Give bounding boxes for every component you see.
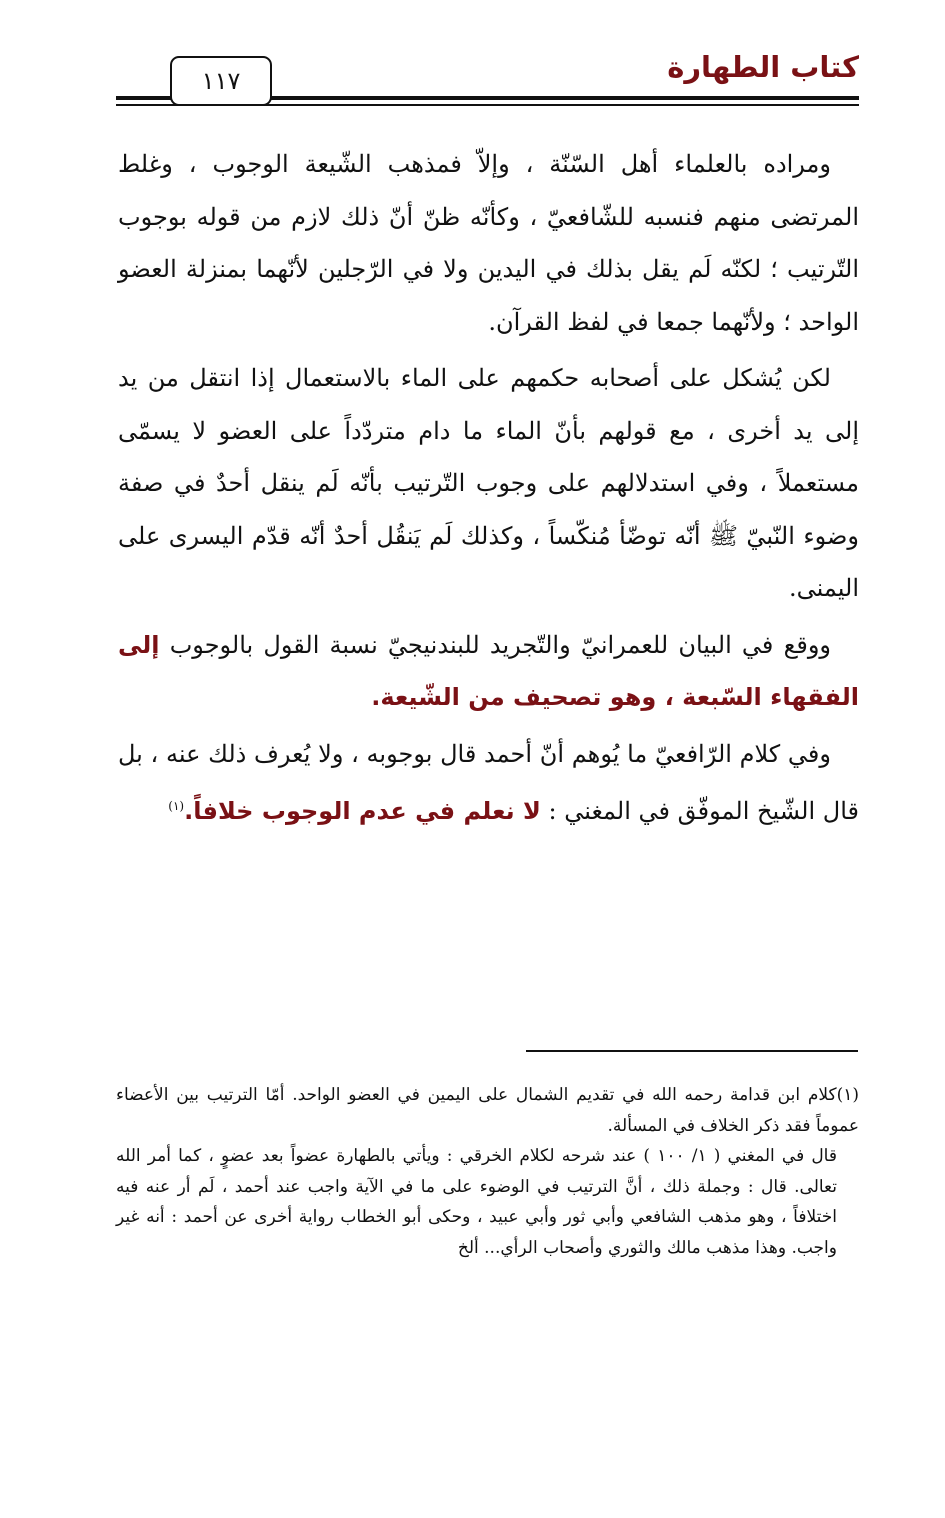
paragraph-4 [118,728,859,838]
footnote-reference: (١) [168,799,185,813]
paragraph-2 [118,352,859,615]
footnote-1: (١)كلام ابن قدامة رحمه الله في تقديم الشمال على اليمين في العضو الواحد. أمّا الترتيب بين الأعضاء عموماً فقد ذكر الخلاف في المسألة. [116,1085,859,1136]
page-number-box [170,56,272,106]
paragraph-1 [118,138,859,348]
paragraph-3-text: ووقع في البيان للعمرانيّ والتّجريد للبندنيجيّ نسبة القول بالوجوب [159,630,831,659]
footnote-1-continued: قال في المغني ( ١/ ١٠٠ ) عند شرحه لكلام الخرقي : ويأتي بالطهارة عضواً بعد عضوٍ ، كما أمر الله تعالى. قال : وجملة ذلك ، أنَّ الترتيب في الوضوء على ما في الآية واجب عند أحمد ، لَم أر عنه فيه اختلافاً ، وهو مذهب الشافعي وأبي ثور وأبي عبيد ، وحكى أبو الخطاب رواية أخرى عن أحمد : أنه غير واجب. وهذا مذهب مالك والثوري وأصحاب الرأي... ألخ [116,1146,837,1258]
footnote-separator [526,1050,858,1052]
book-title: كتاب الطهارة [667,50,859,84]
paragraph-3 [118,619,859,724]
footnotes [116,1080,859,1263]
page-number: ١١٧ [201,67,241,95]
paragraph-2-text: لكن يُشكل على أصحابه حكمهم على الماء بالاستعمال إذا انتقل من يد إلى يد أخرى ، مع قولهم بأنّ الماء ما دام متردّداً على العضو لا يسمّى مستعملاً ، وفي استدلالهم على وجوب التّرتيب بأنّه لَم ينقل أحدٌ في صفة وضوء النّبيّ ﷺ أنّه توضّأ مُنكّساً ، وكذلك لَم يَنقُل أحدٌ أنّه قدّم اليسرى على اليمنى. [118,364,859,602]
paragraph-3-highlight: إلى الفقهاء السّبعة ، وهو تصحيف من الشّيعة. [118,630,859,711]
main-text [118,138,859,842]
paragraph-4-text: وفي كلام الرّافعيّ ما يُوهم أنّ أحمد قال بوجوبه ، ولا يُعرف ذلك عنه ، بل قال الشّيخ الموفّق في المغني : [118,739,859,825]
paragraph-1-text: ومراده بالعلماء أهل السّنّة ، وإلاّ فمذهب الشّيعة الوجوب ، وغلط المرتضى منهم فنسبه للشّافعيّ ، وكأنّه ظنّ أنّ ذلك لازم من قوله بوجوب التّرتيب ؛ لكنّه لَم يقل بذلك في اليدين ولا في الرّجلين لأنّهما بمنزلة العضو الواحد ؛ ولأنّهما جمعا في لفظ القرآن. [118,150,859,336]
paragraph-4-highlight: لا نعلم في عدم الوجوب خلافاً. [184,797,541,825]
